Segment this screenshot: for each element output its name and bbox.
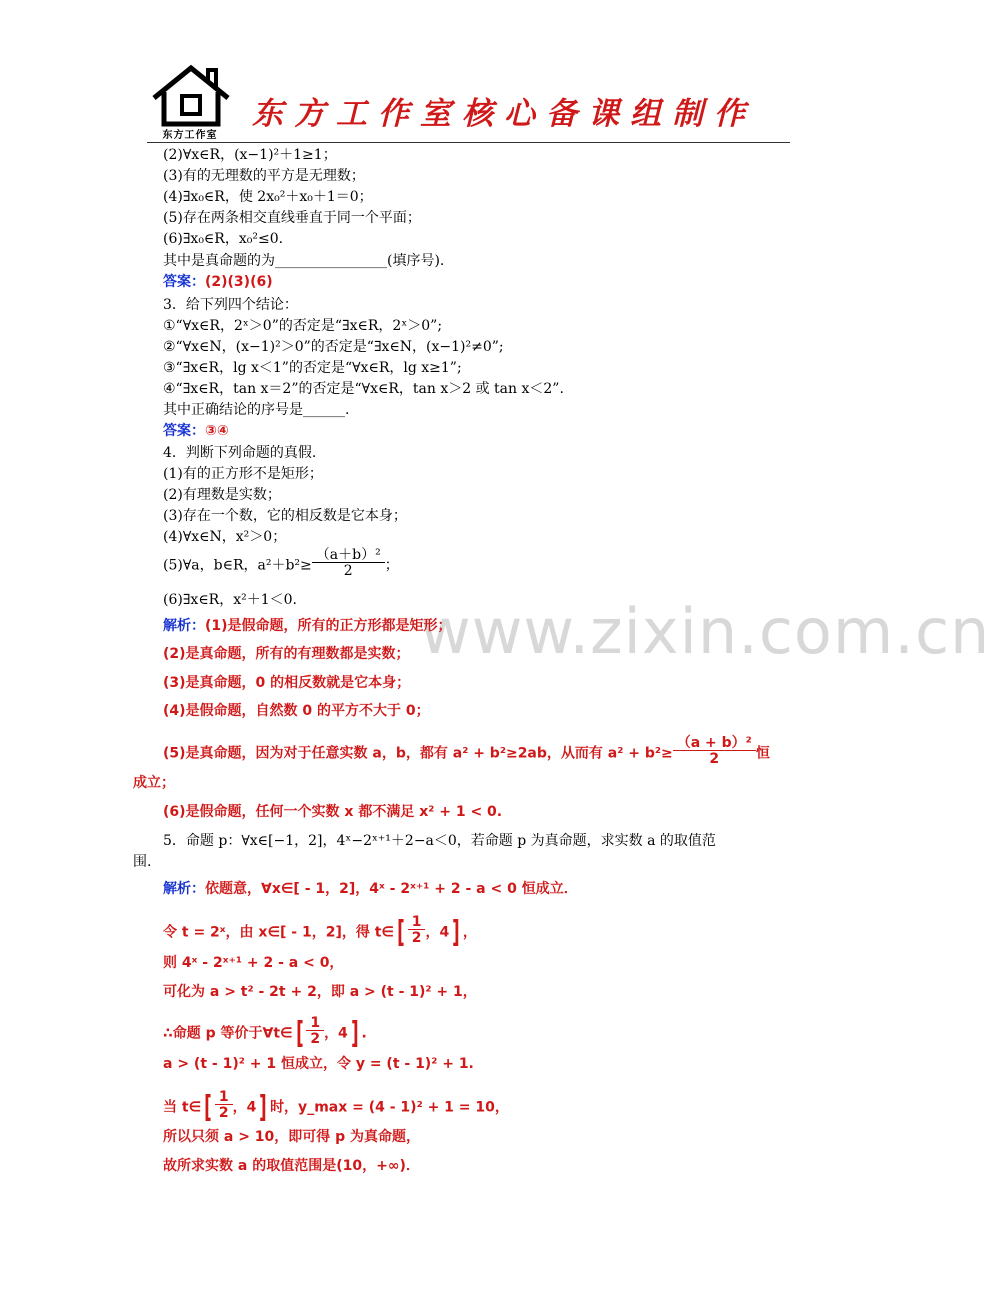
solution-text: 令 t = 2ˣ，由 x∈[ - 1，2]，得 t∈ [163, 924, 394, 941]
solution-text: ∴命题 p 等价于∀t∈ [163, 1025, 293, 1042]
right-bracket: ] [350, 1015, 359, 1051]
fraction-numerator: （a + b）² [676, 735, 752, 751]
solution-4-line-2: (2)是真命题，所有的有理数都是实数； [163, 646, 410, 662]
q3-answer-line [163, 422, 229, 441]
q3-item-4: ④“∃x∈R，tan x＝2”的否定是“∀x∈R，tan x＞2 或 tan x＜2”. [163, 381, 564, 397]
fraction-numerator: （a＋b）² [315, 547, 381, 563]
solution-label: 解析： [163, 618, 205, 634]
right-bracket: ] [259, 1089, 267, 1125]
q3-item-2: ②“∀x∈N，(x−1)²＞0”的否定是“∃x∈N，(x−1)²≠0”; [163, 339, 504, 355]
answer-label: 答案： [163, 423, 205, 439]
solution-text: ， [462, 924, 477, 941]
solution-5-line-2 [163, 914, 477, 950]
fraction-denominator: 2 [215, 1104, 233, 1121]
answer-line [163, 273, 273, 292]
solution-5-line-6: a > (t - 1)² + 1 恒成立，令 y = (t - 1)² + 1. [163, 1056, 474, 1072]
statement-2: (2)∀x∈R，(x−1)²＋1≥1； [163, 147, 337, 163]
solution-4-line-4: (4)是假命题，自然数 0 的平方不大于 0； [163, 703, 430, 719]
solution-text: 当 t∈ [163, 1099, 202, 1116]
answer-text: ③④ [205, 423, 229, 439]
solution-5-line-7 [163, 1089, 509, 1125]
watermark: www.zixin.com.cn [420, 595, 990, 668]
logo-caption: 东方工作室 [162, 130, 218, 141]
question-3-title: 3．给下列四个结论： [163, 297, 298, 313]
solution-text: 时，y_max = (4 - 1)² + 1 = 10， [270, 1099, 509, 1116]
fraction [306, 1016, 324, 1047]
q4-item-3: (3)存在一个数，它的相反数是它本身； [163, 508, 407, 524]
solution-4-line-3: (3)是真命题，0 的相反数就是它本身； [163, 675, 411, 691]
solution-5-line-8: 所以只须 a > 10，即可得 p 为真命题， [163, 1129, 421, 1145]
solution-4-line-6: (6)是假命题，任何一个实数 x 都不满足 x² + 1 < 0. [163, 804, 503, 820]
question-5-title-cont: 围. [133, 854, 152, 870]
fraction-denominator: 2 [408, 929, 426, 946]
statement-5: (5)存在两条相交直线垂直于同一个平面； [163, 210, 421, 226]
solution-text: . [361, 1025, 367, 1042]
right-bracket: ] [452, 914, 460, 950]
left-bracket: [ [204, 1089, 212, 1125]
solution-5-line-1 [163, 880, 578, 899]
fraction [408, 915, 426, 946]
solution-text: 依题意，∀x∈[ - 1，2]，4ˣ - 2ˣ⁺¹ + 2 - a < 0 恒成立． [205, 881, 578, 897]
solution-4-line-5-cont: 成立； [133, 775, 175, 791]
solution-text: (1)是假命题，所有的正方形都是矩形； [205, 618, 452, 634]
fraction-numerator: 1 [218, 1089, 229, 1105]
page-header [0, 0, 920, 145]
header-divider [147, 142, 790, 143]
brand-title: 东方工作室核心备课组制作 [252, 96, 756, 132]
interval-upper: ，4 [232, 1099, 257, 1116]
q4-item-2: (2)有理数是实数； [163, 487, 281, 503]
q3-prompt: 其中正确结论的序号是______. [163, 402, 350, 418]
solution-4-line-5 [163, 735, 770, 769]
question-4-title: 4．判断下列命题的真假. [163, 445, 317, 461]
q4-item-4: (4)∀x∈N，x²＞0； [163, 529, 287, 545]
solution-5-line-5 [163, 1015, 367, 1051]
fraction-denominator: 2 [306, 1030, 324, 1047]
question-5-title: 5．命题 p：∀x∈[−1，2]，4ˣ−2ˣ⁺¹＋2−a＜0，若命题 p 为真命题，求实数 a 的取值范 [163, 833, 716, 849]
left-bracket: [ [397, 914, 405, 950]
answer-label: 答案： [163, 274, 205, 290]
fraction-denominator: 2 [673, 750, 756, 767]
fraction [673, 736, 756, 767]
statement-6: (6)∃x₀∈R，x₀²≤0. [163, 231, 284, 247]
solution-5-line-3: 则 4ˣ - 2ˣ⁺¹ + 2 - a < 0， [163, 955, 344, 971]
q4-item-5-end: ； [384, 557, 399, 574]
q3-item-1: ①“∀x∈R，2ˣ＞0”的否定是“∃x∈R，2ˣ＞0”; [163, 318, 443, 334]
q4-item-1: (1)有的正方形不是矩形； [163, 466, 323, 482]
fraction-numerator: 1 [310, 1015, 321, 1031]
question-prompt: 其中是真命题的为________________(填序号). [163, 253, 445, 269]
solution-5-line-9: 故所求实数 a 的取值范围是(10，+∞)． [163, 1158, 420, 1174]
statement-3: (3)有的无理数的平方是无理数； [163, 168, 365, 184]
q4-item-6: (6)∃x∈R，x²＋1＜0. [163, 592, 297, 608]
q3-item-3: ③“∃x∈R，lg x＜1”的否定是“∀x∈R，lg x≥1”; [163, 360, 462, 376]
fraction-denominator: 2 [312, 562, 385, 579]
solution-text: (5)是真命题，因为对于任意实数 a，b，都有 a² + b²≥2ab，从而有 a² + b²≥ [163, 745, 673, 762]
answer-text: (2)(3)(6) [205, 274, 273, 290]
interval-upper: ，4 [324, 1025, 348, 1042]
fraction [215, 1090, 233, 1121]
left-bracket: [ [295, 1015, 304, 1051]
statement-4: (4)∃x₀∈R，使 2x₀²＋x₀＋1＝0； [163, 189, 373, 205]
q4-item-5-lhs: (5)∀a，b∈R，a²＋b²≥ [163, 557, 312, 574]
interval-upper: ，4 [425, 924, 450, 941]
solution-5-line-4: 可化为 a > t² - 2t + 2，即 a > (t - 1)² + 1， [163, 984, 477, 1000]
q4-item-5 [163, 547, 399, 581]
solution-4-line-1 [163, 617, 452, 636]
fraction [312, 548, 385, 579]
fraction-numerator: 1 [411, 914, 422, 930]
solution-text: 恒 [755, 745, 770, 762]
solution-label: 解析： [163, 881, 205, 897]
